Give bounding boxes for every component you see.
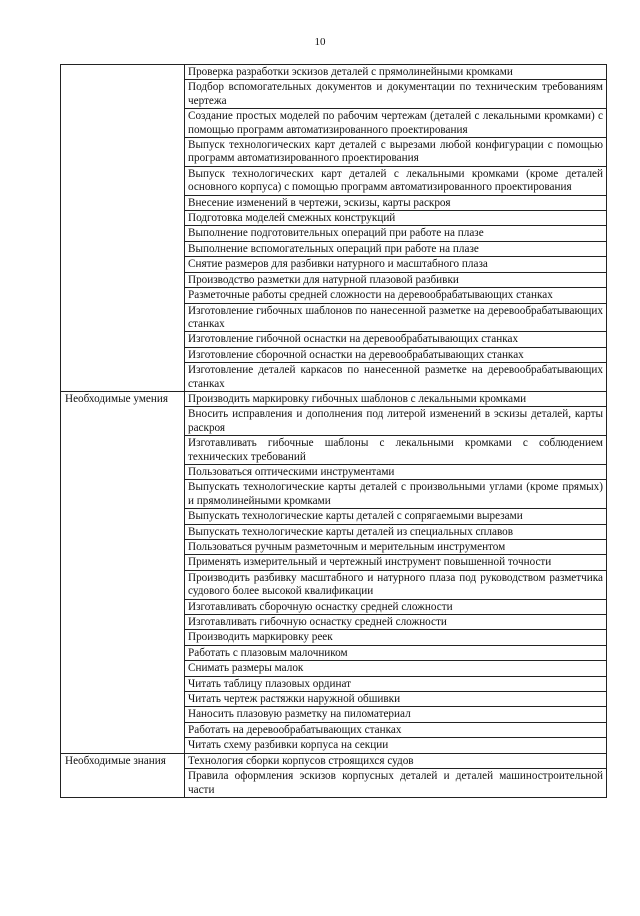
table-cell-item: Работать с плазовым малочником bbox=[185, 645, 607, 660]
table-cell-item: Выпускать технологические карты деталей с произвольными углами (кроме прямых) и прямолинейными кромками bbox=[185, 480, 607, 509]
section-label: Необходимые умения bbox=[61, 391, 185, 753]
table-cell-item: Изготовление сборочной оснастки на деревообрабатывающих станках bbox=[185, 347, 607, 362]
table-cell-item: Подбор вспомогательных документов и документации по техническим требованиям чертежа bbox=[185, 80, 607, 109]
table-cell-item: Работать на деревообрабатывающих станках bbox=[185, 722, 607, 737]
table-cell-item: Производство разметки для натурной плазовой разбивки bbox=[185, 272, 607, 287]
table-cell-item: Выполнение вспомогательных операций при работе на плазе bbox=[185, 241, 607, 256]
table-row bbox=[61, 391, 607, 406]
competency-table bbox=[60, 64, 607, 798]
table-cell-item: Производить маркировку реек bbox=[185, 630, 607, 645]
table-cell-item: Применять измерительный и чертежный инструмент повышенной точности bbox=[185, 555, 607, 570]
table-cell-item: Изготавливать гибочную оснастку средней сложности bbox=[185, 615, 607, 630]
table-cell-item: Пользоваться ручным разметочным и мерительным инструментом bbox=[185, 540, 607, 555]
table-cell-item: Проверка разработки эскизов деталей с прямолинейными кромками bbox=[185, 65, 607, 80]
table-cell-item: Вносить исправления и дополнения под литерой изменений в эскизы деталей, карты раскроя bbox=[185, 407, 607, 436]
table-cell-item: Изготавливать сборочную оснастку средней сложности bbox=[185, 599, 607, 614]
table-cell-item: Наносить плазовую разметку на пиломатериал bbox=[185, 707, 607, 722]
table-cell-item: Изготовление гибочных шаблонов по нанесенной разметке на деревообрабатывающих станках bbox=[185, 303, 607, 332]
table-cell-item: Пользоваться оптическими инструментами bbox=[185, 464, 607, 479]
table-cell-item: Правила оформления эскизов корпусных деталей и деталей машиностроительной части bbox=[185, 769, 607, 798]
table-cell-item: Выпуск технологических карт деталей с лекальными кромками (кроме деталей основного корпуса) с помощью программ автоматизированного проектирования bbox=[185, 166, 607, 195]
table-cell-item: Выпуск технологических карт деталей с вырезами любой конфигурации с помощью программ автоматизированного проектирования bbox=[185, 138, 607, 167]
section-label: Необходимые знания bbox=[61, 753, 185, 797]
table-cell-item: Изготовление деталей каркасов по нанесенной разметке на деревообрабатывающих станках bbox=[185, 363, 607, 392]
table-cell-item: Изготовление гибочной оснастки на деревообрабатывающих станках bbox=[185, 332, 607, 347]
table-cell-item: Читать чертеж растяжки наружной обшивки bbox=[185, 692, 607, 707]
table-row bbox=[61, 753, 607, 768]
table-cell-item: Производить разбивку масштабного и натурного плаза под руководством разметчика судового более высокой квалификации bbox=[185, 570, 607, 599]
table-cell-item: Снимать размеры малок bbox=[185, 661, 607, 676]
table-cell-item: Внесение изменений в чертежи, эскизы, карты раскроя bbox=[185, 195, 607, 210]
table-cell-item: Выпускать технологические карты деталей с сопрягаемыми вырезами bbox=[185, 509, 607, 524]
table-row bbox=[61, 65, 607, 80]
table-cell-item: Снятие размеров для разбивки натурного и масштабного плаза bbox=[185, 257, 607, 272]
table-cell-item: Производить маркировку гибочных шаблонов с лекальными кромками bbox=[185, 391, 607, 406]
page-number: 10 bbox=[314, 36, 326, 48]
table-cell-item: Подготовка моделей смежных конструкций bbox=[185, 211, 607, 226]
table-cell-item: Разметочные работы средней сложности на деревообрабатывающих станках bbox=[185, 288, 607, 303]
table-cell-item: Изготавливать гибочные шаблоны с лекальными кромками с соблюдением технических требований bbox=[185, 436, 607, 465]
table-cell-item: Технология сборки корпусов строящихся судов bbox=[185, 753, 607, 768]
table-cell-item: Выполнение подготовительных операций при работе на плазе bbox=[185, 226, 607, 241]
table-cell-item: Читать таблицу плазовых ординат bbox=[185, 676, 607, 691]
table-cell-item: Выпускать технологические карты деталей из специальных сплавов bbox=[185, 524, 607, 539]
table-cell-item: Читать схему разбивки корпуса на секции bbox=[185, 738, 607, 753]
table-cell-item: Создание простых моделей по рабочим чертежам (деталей с лекальными кромками) с помощью программ автоматизированного проектирования bbox=[185, 109, 607, 138]
section-label bbox=[61, 65, 185, 392]
